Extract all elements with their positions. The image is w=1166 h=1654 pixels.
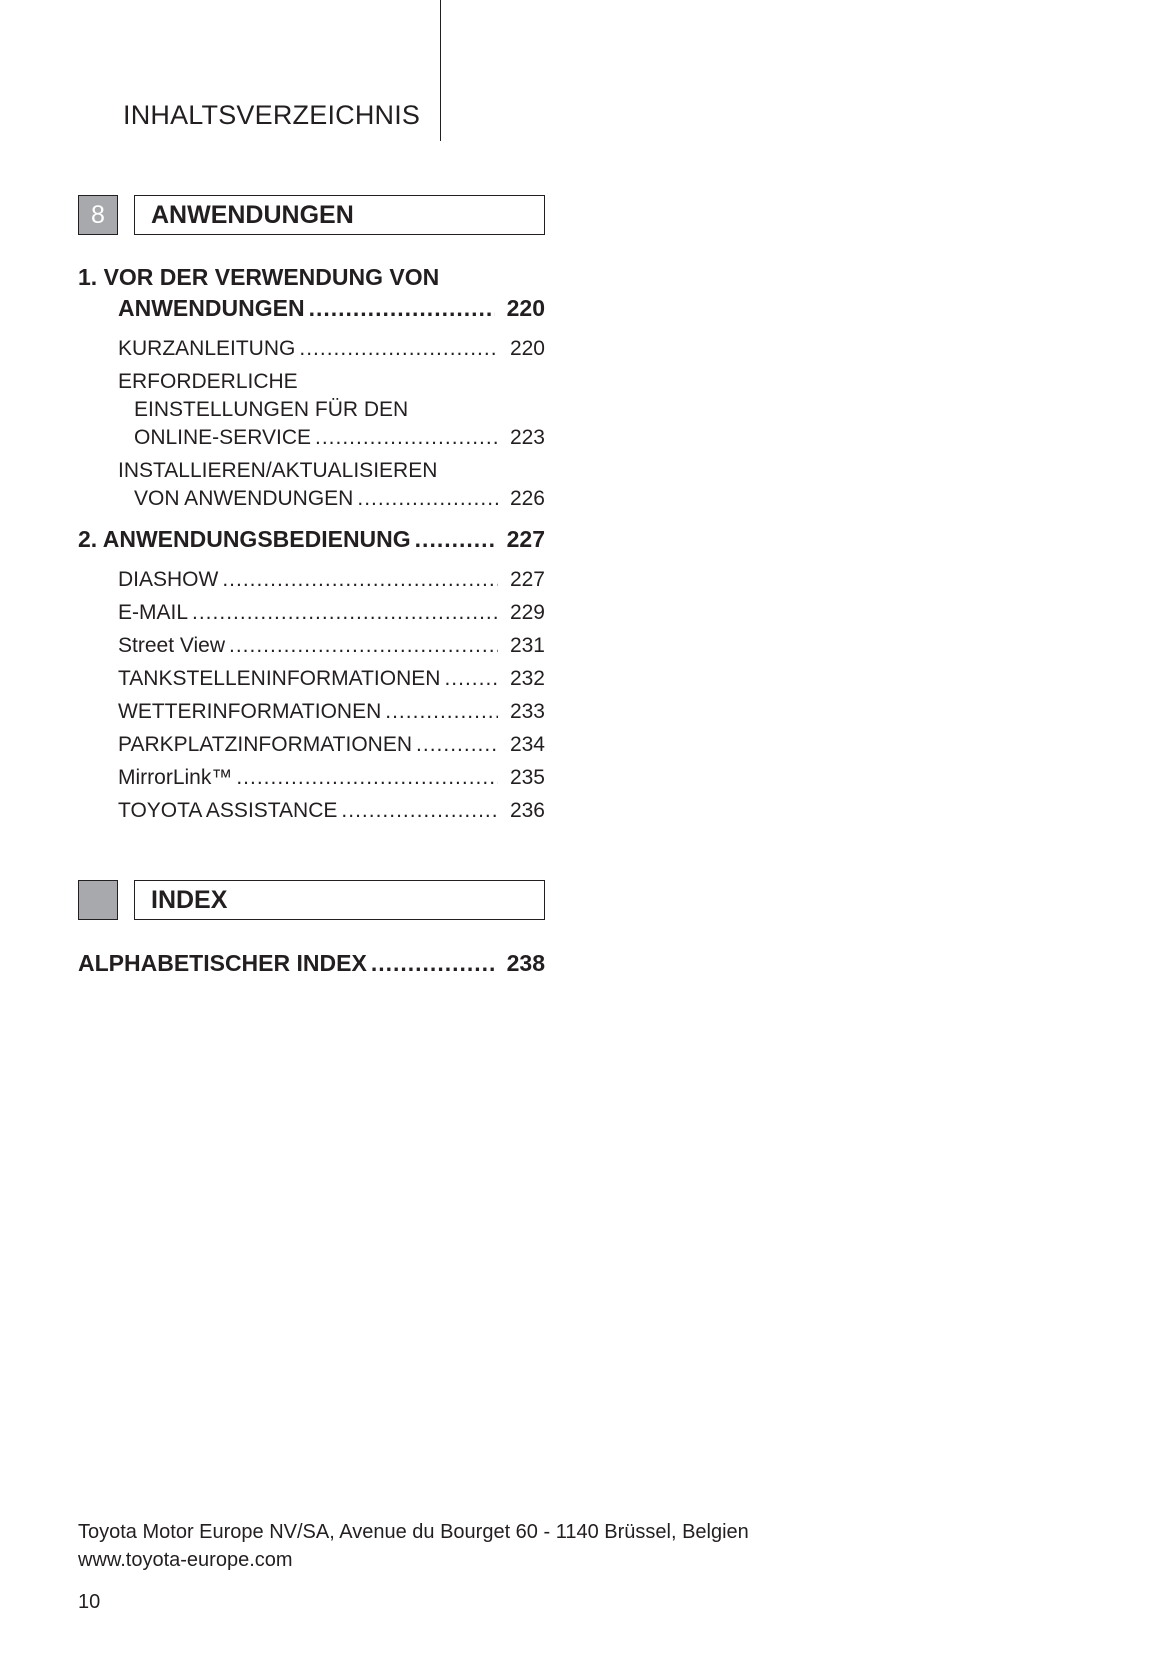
- toc-entry-kurzanleitung[interactable]: [118, 337, 545, 361]
- toc-entry-page: 236: [509, 799, 545, 822]
- toc-entry-page: 226: [509, 487, 545, 510]
- leader-dots: [315, 426, 498, 450]
- toc-entry-page: 220: [509, 337, 545, 360]
- leader-dots: [385, 700, 498, 724]
- toc-entry[interactable]: [118, 634, 545, 658]
- toc-entry[interactable]: [118, 667, 545, 691]
- toc-entry[interactable]: [118, 733, 545, 757]
- toc-entry-installieren-line1: INSTALLIEREN/AKTUALISIEREN: [118, 459, 438, 482]
- leader-dots: [415, 526, 495, 553]
- section-title-index: INDEX: [134, 880, 545, 920]
- toc-entry-title: E-MAIL: [118, 601, 189, 624]
- toc-chapter-1[interactable]: [118, 295, 545, 322]
- toc-entry-title: VON ANWENDUNGEN: [134, 487, 354, 510]
- toc-entry-page: 227: [506, 526, 545, 552]
- toc-entry-page: 223: [509, 426, 545, 449]
- toc-entry-page: 234: [509, 733, 545, 756]
- leader-dots: [192, 601, 498, 625]
- toc-entry-title: ALPHABETISCHER INDEX: [78, 950, 367, 976]
- page-number: 10: [78, 1591, 101, 1613]
- toc-entry-page: 229: [509, 601, 545, 624]
- toc-entry-page: 233: [509, 700, 545, 723]
- toc-entry-page: 235: [509, 766, 545, 789]
- page-header: INHALTSVERZEICHNIS: [123, 100, 421, 130]
- toc-entry-erforderliche-line1: ERFORDERLICHE: [118, 370, 298, 393]
- section-number-badge: [78, 880, 118, 920]
- toc-entry-title: TANKSTELLENINFORMATIONEN: [118, 667, 441, 690]
- toc-entry-title: ONLINE-SERVICE: [134, 426, 311, 449]
- toc-entry-title: Street View: [118, 634, 225, 657]
- leader-dots: [341, 799, 498, 823]
- footer-website[interactable]: www.toyota-europe.com: [78, 1549, 293, 1571]
- footer-address: Toyota Motor Europe NV/SA, Avenue du Bourget 60 - 1140 Brüssel, Belgien: [78, 1521, 749, 1543]
- leader-dots: [309, 295, 495, 322]
- toc-entry-online-service[interactable]: [118, 426, 545, 450]
- toc-entry-page: 220: [506, 295, 545, 321]
- section-title-anwendungen: ANWENDUNGEN: [134, 195, 545, 235]
- leader-dots: [299, 337, 498, 361]
- leader-dots: [444, 667, 498, 691]
- toc-entry[interactable]: [118, 799, 545, 823]
- toc-entry-page: 227: [509, 568, 545, 591]
- toc-chapter-1-line1: 1. VOR DER VERWENDUNG VON: [78, 264, 440, 290]
- toc-entry-title: TOYOTA ASSISTANCE: [118, 799, 338, 822]
- leader-dots: [371, 950, 495, 977]
- toc-entry-title: DIASHOW: [118, 568, 219, 591]
- toc-entry-installieren[interactable]: [118, 487, 545, 511]
- leader-dots: [229, 634, 498, 658]
- toc-entry-title: 2. ANWENDUNGSBEDIENUNG: [78, 526, 411, 552]
- section-number-badge: 8: [78, 195, 118, 235]
- leader-dots: [416, 733, 498, 757]
- toc-entry-title: MirrorLink™: [118, 766, 233, 789]
- toc-entry-page: 232: [509, 667, 545, 690]
- toc-entry-page: 238: [506, 950, 545, 976]
- leader-dots: [222, 568, 498, 592]
- toc-entry-title: PARKPLATZINFORMATIONEN: [118, 733, 413, 756]
- toc-entry[interactable]: [118, 700, 545, 724]
- toc-entry[interactable]: [118, 766, 545, 790]
- toc-entry-alphabetischer-index[interactable]: [78, 950, 545, 977]
- leader-dots: [357, 487, 498, 511]
- header-vertical-rule: [440, 0, 441, 141]
- toc-entry[interactable]: [118, 568, 545, 592]
- toc-entry-title: WETTERINFORMATIONEN: [118, 700, 382, 723]
- toc-entry-title: KURZANLEITUNG: [118, 337, 296, 360]
- toc-entry-erforderliche-line2: EINSTELLUNGEN FÜR DEN: [134, 398, 409, 421]
- toc-chapter-2[interactable]: [78, 526, 545, 553]
- toc-entry-title: ANWENDUNGEN: [118, 295, 305, 321]
- toc-entry[interactable]: [118, 601, 545, 625]
- toc-entry-page: 231: [509, 634, 545, 657]
- leader-dots: [236, 766, 498, 790]
